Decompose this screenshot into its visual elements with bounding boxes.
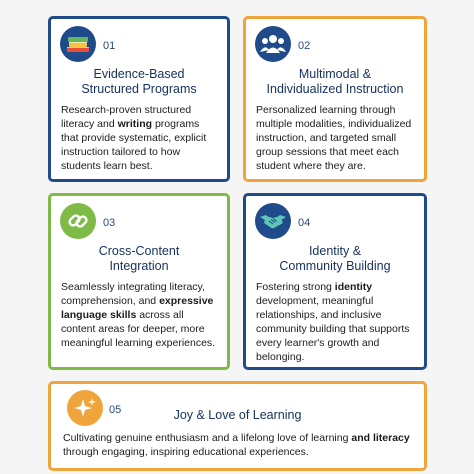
card-description: Seamlessly integrating literacy, comprehension, and expressive language skills across all content areas for deeper, more meaningful learning experiences. — [61, 281, 216, 349]
card-number: 05 — [109, 404, 122, 416]
card-title: Multimodal & Individualized Instruction — [266, 67, 404, 96]
card-header — [61, 196, 217, 244]
card-number: 03 — [103, 217, 116, 229]
card-header — [61, 19, 217, 67]
card-title: Cross-Content Integration — [98, 244, 180, 273]
card-number: 01 — [103, 40, 116, 52]
card-header — [256, 196, 414, 244]
card-number: 04 — [298, 217, 311, 229]
group-icon — [255, 26, 291, 62]
card-title: Identity & Community Building — [279, 244, 391, 273]
card-description: Personalized learning through multiple modalities, individualized instruction, and targeted small group sessions that meet each student where they are. — [256, 104, 412, 172]
books-icon — [60, 26, 96, 62]
card-header — [256, 19, 414, 67]
card-description: Fostering strong identity development, meaningful relationships, and inclusive community building that supports every learner's growth and belonging. — [256, 281, 410, 363]
card-cross-content — [48, 193, 230, 370]
card-description: Cultivating genuine enthusiasm and a lifelong love of learning and literacy through engaging, inspiring educational experiences. — [63, 432, 410, 458]
card-description: Research-proven structured literacy and writing programs that provide systematic, explicit instruction tailored to how students learn best. — [61, 104, 207, 172]
card-identity-community — [243, 193, 427, 370]
card-title: Joy & Love of Learning — [173, 408, 302, 422]
card-joy-of-learning — [48, 381, 427, 471]
card-header — [61, 384, 414, 424]
card-multimodal — [243, 16, 427, 182]
link-icon — [60, 203, 96, 239]
handshake-icon — [255, 203, 291, 239]
card-number: 02 — [298, 40, 311, 52]
card-evidence-based — [48, 16, 230, 182]
sparkle-icon — [67, 390, 103, 426]
card-title: Evidence-Based Structured Programs — [81, 67, 197, 96]
